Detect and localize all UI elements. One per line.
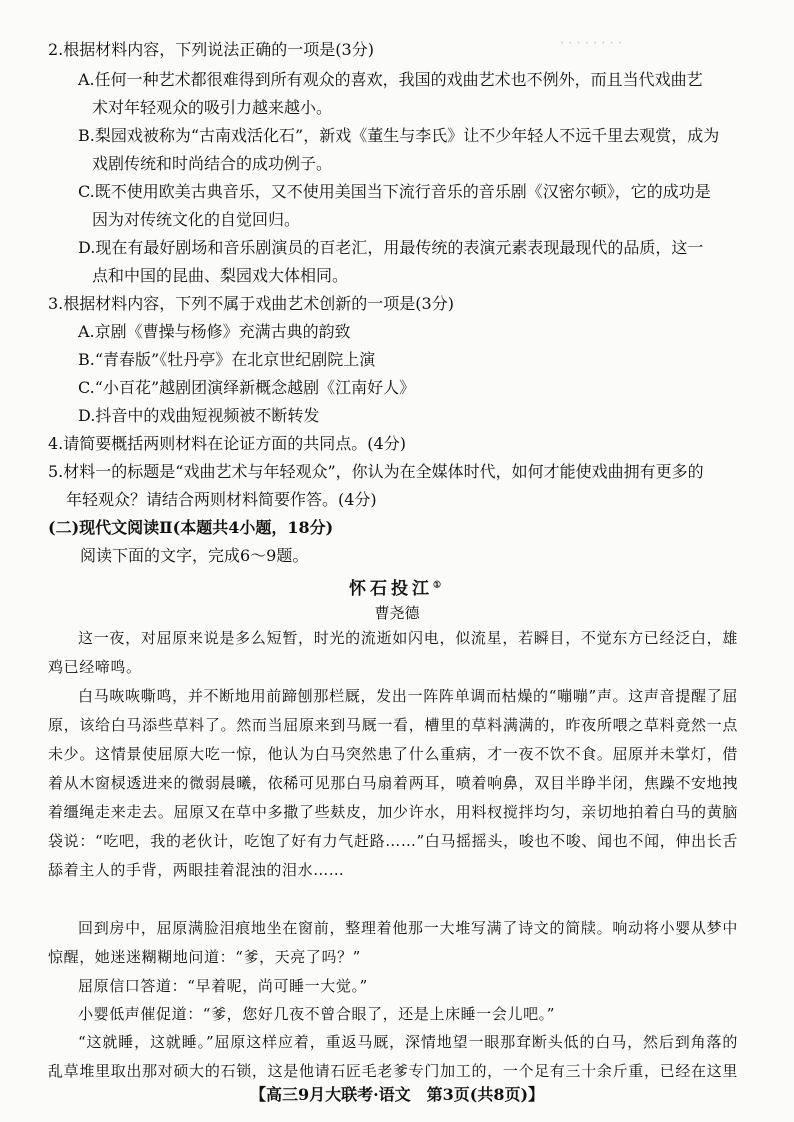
question-2-option-d: D.现在有最好剧场和音乐剧演员的百老汇，用最传统的表演元素表现最现代的品质，这一 [78,238,704,257]
question-2-option-d-cont: 点和中国的昆曲、梨园戏大体相同。 [92,266,349,285]
footnote-marker: ① [432,580,446,591]
section-heading: (二)现代文阅读Ⅱ(本题共4小题，18分) [48,518,334,537]
question-2-option-c-cont: 因为对传统文化的自觉回归。 [92,210,301,229]
article-paragraph-5: 小婴低声催促道：“爹，您好几夜不曾合眼了，还是上床睡一会儿吧。” [78,1005,556,1023]
page-footer: 【高三9月大联考·语文 第3页(共8页)】 [249,1085,545,1104]
question-5-cont: 年轻观众？请结合两则材料简要作答。(4分) [66,490,377,509]
question-2-option-a-cont: 术对年轻观众的吸引力越来越小。 [92,98,333,117]
question-3-option-a: A.京剧《曹操与杨修》充满古典的韵致 [78,322,351,341]
question-2-option-a: A.任何一种艺术都很难得到所有观众的喜欢，我国的戏曲艺术也不例外，而且当代戏曲艺 [78,70,703,89]
question-2-stem: 2.根据材料内容，下列说法正确的一项是(3分) [48,40,374,59]
question-5: 5.材料一的标题是“戏曲艺术与年轻观众”，你认为在全媒体时代，如何才能使戏曲拥有更多的 [48,462,704,481]
article-author: 曹尧德 [374,604,420,622]
article-paragraph-4: 屈原信口答道：“早着呢，尚可睡一大觉。” [78,977,368,995]
question-2-option-b-cont: 戏剧传统和时尚结合的成功例子。 [92,154,333,173]
question-3-option-b: B.“青春版”《牡丹亭》在北京世纪剧院上演 [78,350,376,369]
bleed-through-text: · · · · · · · · [560,36,622,51]
question-3-option-d: D.抖音中的戏曲短视频被不断转发 [78,406,320,425]
question-2-option-b: B.梨园戏被称为“古南戏活化石”，新戏《董生与李氏》让不少年轻人不远千里去观赏，成为 [78,126,720,145]
article-title [0,574,794,599]
article-paragraph-2: 白马咴咴嘶鸣，并不断地用前蹄刨那栏厩，发出一阵阵单调而枯燥的“嘣嘣”声。这声音提醒了屈原，该给白马添些草料了。然而当屈原来到马厩一看，槽里的草料满满的，昨夜所喂之草料竟然一点未少。这情景使屈原大吃一惊，他认为白马突然患了什么重病，才一夜不饮不食。屈原并未掌灯，借着从木窗棂透进来的微弱晨曦，依稀可见那白马扇着两耳，喷着响鼻，双目半睁半闭，焦躁不安地拽着缰绳走来走去。屈原又在草中多撒了些麸皮，加少许水，用料杈搅拌均匀，亲切地拍着白马的黄脑袋说：“吃吧，我的老伙计，吃饱了好有力气赶路……”白马摇摇头，唆也不唆、闻也不闻，伸出长舌舔着主人的手背，两眼挂着混浊的泪水…… [48,687,738,879]
question-2-option-c: C.既不使用欧美古典音乐，又不使用美国当下流行音乐的音乐剧《汉密尔顿》，它的成功是 [78,182,711,201]
article-paragraph-3: 回到房中，屈原满脸泪痕地坐在窗前，整理着他那一大堆写满了诗文的简牍。响动将小婴从梦中惊醒，她迷迷糊糊地问道：“爹，天亮了吗？” [48,919,738,966]
question-3-stem: 3.根据材料内容，下列不属于戏曲艺术创新的一项是(3分) [48,294,454,313]
article-title-text: 怀石投江 [348,579,433,599]
question-4: 4.请简要概括两则材料在论证方面的共同点。(4分) [48,434,406,453]
article-paragraph-6: “这就睡，这就睡。”屈原这样应着，重返马厩，深情地望一眼那耷断头低的白马，然后到角落的乱草堆里取出那对硕大的石锁，这是他请石匠毛老爹专门加工的，一个足有三十余斤重，已经在这里 [48,1033,738,1080]
section-instruction: 阅读下面的文字，完成6～9题。 [80,546,309,565]
question-3-option-c: C.“小百花”越剧团演绎新概念越剧《江南好人》 [78,378,416,397]
article-paragraph-1: 这一夜，对屈原来说是多么短暂，时光的流逝如闪电，似流星，若瞬目，不觉东方已经泛白，雄鸡已经啼鸣。 [48,629,738,676]
